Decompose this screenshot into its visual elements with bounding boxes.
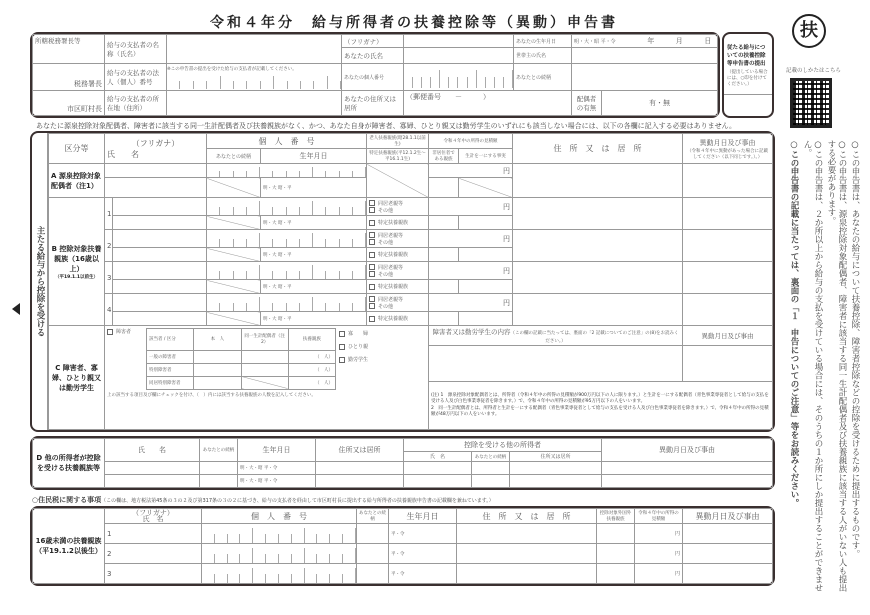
spouse-label: 配偶者の有無 bbox=[572, 91, 602, 116]
a-birth-field[interactable]: 明・大 昭・平 bbox=[261, 178, 367, 198]
tax-office-field[interactable]: 税務署長 bbox=[33, 64, 105, 91]
r1-number-field[interactable] bbox=[202, 524, 357, 544]
section-c-grid: 障害者 該当者 / 区分 本 人 同一生計配偶者（注2） 扶養親族 一般の障害者 （ 人） 特別障害者 （ 人） 同居特別障害者 （ 人） 寡 婦 ひとり親 勤労学生 上の該当する項目及び欄にチェックを付け、（ ）内には該当する扶養親族の人数を記入してください。 bbox=[105, 326, 429, 430]
b3-furigana-field[interactable] bbox=[113, 262, 207, 280]
b2-name-field[interactable] bbox=[113, 248, 207, 262]
d1-birth-field[interactable]: 明・大・昭 平・令 bbox=[238, 462, 316, 475]
b3-income-field[interactable]: 円 bbox=[429, 262, 513, 280]
b4-birth-field[interactable]: 明・大 昭・平 bbox=[261, 312, 367, 326]
b4-name-field[interactable] bbox=[113, 312, 207, 326]
col-change: 異動月日及び事由 （令和４年中に異動があった場合に記載してください（以下同じです。）。） bbox=[683, 134, 773, 164]
col-address: 住 所 又 は 居 所 bbox=[513, 134, 683, 164]
b4-address-field[interactable] bbox=[513, 294, 683, 326]
resident-tax-heading: ○住民税に関する事項（この欄は、地方税法第45条の３の２及び第317条の３の２に基づき、給与の支払者を経由して市区町村長に提出する給与所得者の扶養親族申告書の記載欄を兼ねています。） bbox=[32, 496, 494, 504]
b2-income-field[interactable]: 円 bbox=[429, 230, 513, 248]
householder-label: 世帯主の氏名 bbox=[514, 48, 572, 64]
side-notes: ○この申告書は、あなたの給与について扶養控除、障害者控除などの控除を受けるために提出するものです。 ○この申告書は、源泉控除対象配偶者、障害者に該当する同一生計配偶者及び扶養親族に該当する人がいない人も提出する必要があります。 ○この申告書は、２か所以上から給与の支払を受けている場合には、そのうちの１か所にしか提出することができません。 ○この申告書の記載に当たっては、裏面の「１ 申告についてのご注意」等をお読みください。 bbox=[789, 140, 860, 592]
under16-label: 16歳未満の扶養親族（平19.1.2以後生） bbox=[33, 509, 105, 584]
a-address-field[interactable] bbox=[513, 164, 683, 198]
single-parent-checkbox[interactable]: ひとり親 bbox=[339, 341, 368, 354]
your-address-label: あなたの住所又は居所 bbox=[342, 91, 404, 116]
b4-income-field[interactable]: 円 bbox=[429, 294, 513, 312]
your-name-field[interactable] bbox=[404, 48, 514, 64]
d2-name-field[interactable] bbox=[105, 475, 200, 488]
r3-name-field[interactable]: 3 bbox=[105, 564, 202, 584]
section-b-label: B 控除対象扶養親族（16歳以上） （平19.1.1以前生） bbox=[49, 198, 105, 326]
your-address-field[interactable]: （郵便番号 － ） bbox=[404, 91, 572, 116]
b2-specific-check[interactable]: 特定扶養親族 bbox=[367, 248, 429, 262]
c-header-class: 該当者 / 区分 bbox=[147, 329, 194, 351]
a-name-field[interactable] bbox=[105, 178, 207, 198]
header-section bbox=[30, 32, 720, 118]
b4-furigana-field[interactable] bbox=[113, 294, 207, 312]
b3-change-field[interactable] bbox=[683, 262, 773, 294]
form-title: 令和４年分 給与所得者の扶養控除等（異動）申告書 bbox=[210, 15, 618, 31]
disabled-checkbox[interactable]: 障害者 bbox=[107, 328, 143, 390]
b4-number-field[interactable] bbox=[207, 294, 367, 312]
relation-field[interactable] bbox=[572, 64, 718, 91]
b1-birth-field[interactable]: 明・大 昭・平 bbox=[261, 216, 367, 230]
city-field[interactable]: 市区町村長 bbox=[33, 91, 105, 116]
relation-label: あなたとの続柄 bbox=[514, 64, 572, 91]
a-number-field[interactable] bbox=[207, 164, 367, 178]
col-nonresident: 非居住者である親族 bbox=[429, 149, 459, 164]
section-a-label: A 源泉控除対象配偶者（注1） bbox=[49, 164, 105, 198]
c-content-label: 障害者又は勤労学生の内容（この欄の記載に当たっては、裏面の「2 記載についてのご注意」の(8)をお読みください。） bbox=[429, 326, 683, 346]
b3-category-check[interactable]: 同居老親等 その他 bbox=[367, 262, 429, 280]
b3-number-field[interactable] bbox=[207, 262, 367, 280]
c-content-field[interactable] bbox=[429, 346, 683, 382]
col-income: 令和４年中の所得の見積額 bbox=[429, 134, 513, 149]
b1-number-field[interactable] bbox=[207, 198, 367, 216]
payer-address-field[interactable] bbox=[167, 91, 342, 116]
d2-birth-field[interactable]: 明・大・昭 平・令 bbox=[238, 475, 316, 488]
birth-field[interactable]: 明・大・昭 平・令 年 月 日 bbox=[572, 35, 718, 48]
b2-address-field[interactable] bbox=[513, 230, 683, 262]
b2-category-check[interactable]: 同居老親等 その他 bbox=[367, 230, 429, 248]
qr-caption: 記載のしかたはこちら bbox=[786, 68, 842, 74]
b1-specific-check[interactable]: 特定扶養親族 bbox=[367, 216, 429, 230]
b3-birth-field[interactable]: 明・大 昭・平 bbox=[261, 280, 367, 294]
r1-name-field[interactable]: 1 bbox=[105, 524, 202, 544]
b3-specific-check[interactable]: 特定扶養親族 bbox=[367, 280, 429, 294]
b1-name-field[interactable] bbox=[113, 216, 207, 230]
birth-label: あなたの生年月日 bbox=[514, 35, 572, 48]
form-type-badge: 扶 bbox=[792, 14, 826, 48]
col-number: 個 人 番 号 bbox=[207, 134, 367, 149]
col-category: 区分等 bbox=[49, 134, 105, 164]
furigana-label: （フリガナ） bbox=[342, 35, 404, 48]
b2-number-field[interactable] bbox=[207, 230, 367, 248]
r2-number-field[interactable] bbox=[202, 544, 357, 564]
your-name-label: あなたの氏名 bbox=[342, 48, 404, 64]
resident-tax-section: 16歳未満の扶養親族（平19.1.2以後生） （フリガナ） 氏 名 個 人 番 号 あなたとの続柄 生年月日 住 所 又 は 居 所 控除対象外国外扶養親族 令和４年中の所得の見積額 異動月日及び事由 1 平・令 円 2 平・令 円 3 平・令 円 bbox=[30, 506, 775, 586]
b4-category-check[interactable]: 同居老親等 その他 bbox=[367, 294, 429, 312]
page-arrow-icon bbox=[12, 303, 20, 315]
student-checkbox[interactable]: 勤労学生 bbox=[339, 354, 368, 367]
tax-office-label: 所轄税務署長等 bbox=[33, 35, 105, 64]
b4-specific-check[interactable]: 特定扶養親族 bbox=[367, 312, 429, 326]
a-furigana-field[interactable] bbox=[105, 164, 207, 178]
payer-number-label: 給与の支払者の法人（個人）番号 bbox=[105, 64, 167, 91]
b1-address-field[interactable] bbox=[513, 198, 683, 230]
footnotes: (注) 1 源泉控除対象配偶者とは、所得者（令和４年中の所得の見積額が900万円以下の人に限ります。）と生計を一にする配偶者（青色事業専従者として給与の支払を受ける人及び白色事業専従者を除きます。）で、令和４年中の所得の見積額が95万円以下の人をいいます。 2 同一生計配偶者とは、所得者と生計を一にする配偶者（青色事業専従者として給与の支払を受ける人及び白色事業専従者を除きます。）で、令和４年中の所得の見積額が48万円以下の人をいいます。 bbox=[429, 382, 773, 430]
your-number-field[interactable] bbox=[404, 64, 514, 91]
col-specific: 特定扶養親族(平12.1.2生～平16.1.1生) bbox=[367, 149, 429, 164]
furigana-field[interactable] bbox=[404, 35, 514, 48]
col-relation: あなたとの続柄 bbox=[207, 149, 261, 164]
payer-name-field[interactable] bbox=[167, 35, 342, 64]
r3-number-field[interactable] bbox=[202, 564, 357, 584]
b4-change-field[interactable] bbox=[683, 294, 773, 326]
r2-name-field[interactable]: 2 bbox=[105, 544, 202, 564]
main-side-label: 主たる給与から控除を受ける bbox=[35, 226, 45, 337]
notice-text: あなたに源泉控除対象配偶者、障害者に該当する同一生計配偶者及び扶養親族がなく、かつ、あなた自身が障害者、寡婦、ひとり親又は勤労学生のいずれにも該当しない場合には、以下の各欄に記入する必要はありません。 bbox=[36, 122, 736, 130]
b3-address-field[interactable] bbox=[513, 262, 683, 294]
c-change-field[interactable] bbox=[683, 346, 773, 382]
col-elderly: 老人扶養親族(昭28.1.1以前生) bbox=[367, 134, 429, 149]
widow-checkbox[interactable]: 寡 婦 bbox=[339, 328, 368, 341]
spouse-field[interactable]: 有・無 bbox=[602, 91, 718, 116]
section-d-label: D 他の所得者が控除を受ける扶養親族等 bbox=[33, 439, 105, 488]
main-section: 主たる給与から控除を受ける 区分等 （フリガナ） 氏 名 個 人 番 号 老人扶養親族(昭28.1.1以前生) 令和４年中の所得の見積額 住 所 又 は 居 所 異動月日及び事由 （令和４年中に異動があった場合に記載してください（以下同じです。）。） あなたとの続柄 生年月日 特定扶養親族(平12.1.2生～平16.1.1生) 非居住者である親族 生計を一にする事実 A 源泉控除対象配偶者（注1） 円 明・大 昭・平 B 控除対象扶養親族（16歳以上） （平19.1.1以前生） 1 同居老親等 その他 円 明・大 昭・平 特定扶養親族 2 同居老親等 その他 円 明・大 昭・平 特定扶養親族 3 同居老親等 その他 円 明・大 昭・平 特定扶養親族 4 同居老親等 その他 円 明・大 昭・平 特定扶養親族 C 障害者、寡婦、ひとり親又は勤労学生 障害者 該当者 / 区分 本 人 同一生計配偶者（注2） 扶養親族 一般の障害者 （ 人） 特別障害者 （ 人） 同居特別障害者 （ 人） 寡 婦 ひとり親 勤労学生 上の該当する項目及び欄にチェックを付け、（ ）内には該当する扶養親族の人数を記入してください。 障害者又は勤労学生の内容（この欄の記載に当たっては、裏面の「2 記載についてのご注意」の(8)をお読みください。） 異動月日及び事由 (注) 1 源泉控除対象配偶者とは、所得者（令和４年中の所得の見積額が900万円以下の人に限ります。）と生計を一にする配偶者（青色事業専従者として給与の支払を受ける人及び白色事業専従者を除きます。）で、令和４年中の所得の見積額が95万円以下の人をいいます。 2 同一生計配偶者とは、所得者と生計を一にする配偶者（青色事業専従者として給与の支払を受ける人及び白色事業専従者を除きます。）で、令和４年中の所得の見積額が48万円以下の人をいいます。 bbox=[30, 131, 775, 432]
your-number-label: あなたの個人番号 bbox=[342, 64, 404, 91]
payer-address-label: 給与の支払者の所在地（住所） bbox=[105, 91, 167, 116]
payer-name-label: 給与の支払者の名称（氏名） bbox=[105, 35, 167, 64]
b2-change-field[interactable] bbox=[683, 230, 773, 262]
b2-birth-field[interactable]: 明・大 昭・平 bbox=[261, 248, 367, 262]
col-livelihood: 生計を一にする事実 bbox=[459, 149, 513, 164]
col-name: （フリガナ） 氏 名 bbox=[105, 134, 207, 164]
secondary-submission-box[interactable]: 従たる給与についての扶養控除等申告書の提出 （提出している場合には、○印を付けてください。） bbox=[722, 32, 774, 118]
b1-income-field[interactable]: 円 bbox=[429, 198, 513, 216]
b1-change-field[interactable] bbox=[683, 198, 773, 230]
col-birth: 生年月日 bbox=[261, 149, 367, 164]
b2-furigana-field[interactable] bbox=[113, 230, 207, 248]
qr-code[interactable] bbox=[790, 78, 832, 128]
householder-field[interactable] bbox=[572, 48, 718, 64]
a-change-field[interactable] bbox=[683, 164, 773, 198]
b3-name-field[interactable] bbox=[113, 280, 207, 294]
d1-name-field[interactable] bbox=[105, 462, 200, 475]
b1-category-check[interactable]: 同居老親等 その他 bbox=[367, 198, 429, 216]
a-income-field[interactable]: 円 bbox=[429, 164, 513, 178]
payer-number-field[interactable]: ※この申告書の提出を受けた給与の支払者が記載してください。 bbox=[167, 64, 342, 91]
b1-furigana-field[interactable] bbox=[113, 198, 207, 216]
section-c-label: C 障害者、寡婦、ひとり親又は勤労学生 bbox=[49, 326, 105, 430]
section-d: D 他の所得者が控除を受ける扶養親族等 氏 名 あなたとの続柄 生年月日 住所又は居所 控除を受ける他の所得者 異動月日及び事由 氏 名 あなたとの続柄 住所又は居所 明・大・昭 平・令 明・大・昭 平・令 bbox=[30, 436, 775, 490]
